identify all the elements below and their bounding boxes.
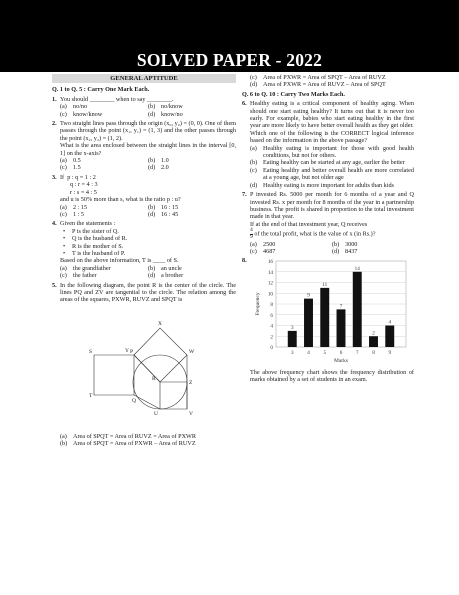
bar-3 (288, 330, 297, 346)
question-number: 3. (52, 173, 57, 181)
option[interactable]: (a) 0.5 (60, 157, 81, 165)
x-tick-label: 3 (290, 349, 294, 356)
option[interactable]: (c) 4687 (250, 248, 276, 256)
option[interactable]: (d) Healthy eating is more important for adults than kids (250, 181, 394, 189)
question-number: 4. (52, 220, 57, 228)
statement: • T is the husband of P. (63, 249, 126, 257)
question-text: P invested Rs. 5000 per month for 6 months of a year and Q invested Rs. x per month for 8 months of the year in a partnership business. The profit is shared in proportion to the total investment made in that year. (250, 191, 414, 221)
instruction-two-marks: Q. 6 to Q. 10 : Carry Two Marks Each. (242, 90, 345, 98)
data-label: 4 (388, 319, 392, 326)
option[interactable]: (c) know/know (60, 110, 103, 118)
y-tick-label: 16 (267, 258, 273, 265)
x-tick-label: 7 (355, 349, 359, 356)
data-label: 14 (354, 265, 360, 272)
option[interactable]: (b) Eating healthy can be started at any age, earlier the better (250, 159, 405, 167)
label-z: Z (189, 379, 193, 386)
bar-7 (353, 271, 362, 346)
statement: • R is the mother of S. (63, 242, 124, 250)
question-4 (52, 220, 236, 227)
statement: • P is the sister of Q. (63, 227, 119, 235)
option[interactable]: (c) the father (60, 272, 97, 280)
data-label: 11 (322, 281, 328, 288)
y-tick-label: 2 (270, 333, 273, 340)
label-s: S (89, 348, 93, 355)
instruction-one-mark: Q. 1 to Q. 5 : Carry One Mark Each. (52, 86, 150, 94)
chart-caption: The above frequency chart shows the frequency distribution of marks obtained by a set of students in an exam. (250, 368, 414, 383)
y-tick-label: 10 (267, 290, 273, 297)
bar-8 (369, 336, 378, 347)
geometry-diagram (52, 305, 236, 433)
question-number: 1. (52, 95, 57, 103)
option[interactable]: (d) 16 : 45 (148, 210, 179, 218)
left-column (52, 74, 236, 448)
option[interactable]: (c) 1 : 5 (60, 210, 85, 218)
question-7 (242, 191, 414, 241)
question-text-2: What is the area enclosed between the straight lines in the interval [0, 1] on the x-axis? (60, 142, 236, 157)
data-label: 3 (290, 324, 294, 331)
label-q: Q (132, 397, 136, 404)
option[interactable]: (b) Area of SPQT = Area of PXWR – Area of RUVZ (60, 440, 196, 448)
bar-6 (337, 309, 346, 347)
question-text-2: Based on the above information, T is ____ of S. (60, 257, 179, 265)
square-ruvz (160, 382, 187, 409)
question-5 (52, 282, 236, 304)
data-label: 9 (307, 292, 310, 299)
option[interactable]: (a) 2500 (250, 240, 276, 248)
question-number: 7. (242, 191, 247, 199)
statement: • Q is the husband of R. (63, 235, 128, 243)
option[interactable]: (a) Area of SPQT = Area of RUVZ = Area of PXWR (60, 432, 197, 440)
option[interactable]: (b) 1.0 (148, 157, 169, 165)
bar-5 (320, 287, 329, 346)
square-spqt (94, 355, 134, 395)
frequency-chart (250, 257, 414, 369)
option[interactable]: (b) 16 : 15 (148, 203, 179, 211)
right-column (242, 74, 414, 383)
question-number: 2. (52, 120, 57, 128)
option[interactable]: (c) Eating healthy and better overall health are more correlated at a young age, but not older age (250, 166, 414, 182)
option[interactable]: (b) an uncle (148, 264, 182, 272)
bar-9 (385, 325, 394, 347)
x-tick-label: 8 (372, 349, 375, 356)
question-8 (242, 257, 414, 384)
option[interactable]: (d) Area of PXWR = Area of RUVZ – Area of SPQT (250, 81, 386, 89)
options-q2 (52, 157, 236, 172)
x-tick-label: 6 (339, 349, 343, 356)
label-y: Y (125, 347, 129, 354)
options-q1 (52, 103, 236, 118)
x-tick-label: 9 (388, 349, 392, 356)
y-tick-label: 14 (267, 269, 273, 276)
options-q4 (52, 265, 236, 280)
question-6 (242, 100, 414, 144)
question-text: You should ________ when to say ________. (60, 95, 174, 103)
fraction: $\frac{4}{9}$ (250, 227, 253, 240)
y-tick-label: 12 (267, 280, 273, 287)
option[interactable]: (a) 2 : 15 (60, 203, 88, 211)
question-3 (52, 174, 236, 204)
label-v: V (189, 410, 193, 417)
y-tick-label: 4 (270, 323, 273, 330)
ratio: p : q = 1 : 2 (67, 173, 96, 181)
option[interactable]: (c) 1.5 (60, 164, 81, 172)
question-text-3: of the total profit, what is the value of x (in Rs.)? (254, 230, 376, 238)
option[interactable]: (c) Area of PXWR = Area of SPQT – Area of RUVZ (250, 74, 386, 81)
label-u: U (154, 410, 158, 417)
option[interactable]: (a) Healthy eating is important for those with good health conditions, but not for others. (250, 144, 414, 160)
question-text-2: Which one of the following is the CORRECT logical inference based on the information in the above passage? (250, 129, 414, 145)
options-q7 (242, 241, 414, 256)
section-title: GENERAL APTITUDE (52, 74, 236, 83)
y-tick-label: 6 (270, 312, 273, 319)
x-axis-label: Marks (333, 357, 349, 364)
question-text: Two straight lines pass through the origin (x₀, y₀) = (0, 0). One of them passes through the point (x₁, y₁) = (1, 3) and the other passes through the point (x₂, y₂) = (1, 2). (60, 120, 236, 142)
option[interactable]: (d) know/no (148, 110, 183, 118)
option[interactable]: (a) the grandfather (60, 264, 111, 272)
question-number: 8. (242, 256, 247, 264)
question-2 (52, 120, 236, 157)
question-text: In the following diagram, the point R is the center of the circle. The lines PQ and ZV are tangential to the circle. The relation among the areas of the squares, PXWR, RUVZ and SPQT is (60, 281, 236, 304)
y-axis-label: Frequency (255, 291, 261, 316)
label-x: X (158, 320, 162, 327)
option[interactable]: (b) no/know (148, 103, 183, 111)
question-number: 6. (242, 100, 247, 108)
option[interactable]: (b) 3000 (332, 240, 358, 248)
label-r: R (152, 375, 156, 382)
ratio: q : r = 4 : 3 (70, 181, 98, 189)
question-text-2: If at the end of that investment year, Q receives (250, 220, 368, 228)
option[interactable]: (d) 2.0 (148, 164, 169, 172)
bar-4 (304, 298, 313, 346)
option[interactable]: (d) 8437 (332, 248, 358, 256)
question-1 (52, 96, 236, 103)
label-p: P (130, 348, 134, 355)
x-tick-label: 5 (323, 349, 327, 356)
label-w: W (189, 348, 195, 355)
page-title: SOLVED PAPER - 2022 (136, 50, 323, 70)
options-q3 (52, 204, 236, 219)
x-tick-label: 4 (307, 349, 310, 356)
question-text: Given the statements : (60, 220, 116, 228)
y-tick-label: 8 (270, 301, 273, 308)
option[interactable]: (d) a brother (148, 272, 184, 280)
question-text: and u is 50% more than s, what is the ratio p : u? (60, 196, 181, 204)
question-number: 5. (52, 281, 57, 289)
option[interactable]: (a) no/no (60, 103, 88, 111)
question-text: Healthy eating is a critical component of healthy aging. When should one start eating healthy? It turns out that it is never too early. For example, babies who start eating healthy in the first year are more likely to have better overall health as they get older. (250, 100, 414, 130)
data-label: 7 (339, 302, 343, 309)
ratio: r : s = 4 : 5 (70, 188, 97, 196)
question-lead: If (60, 173, 65, 181)
label-t: T (89, 392, 93, 399)
y-tick-label: 0 (270, 344, 273, 351)
data-label: 2 (372, 329, 375, 336)
